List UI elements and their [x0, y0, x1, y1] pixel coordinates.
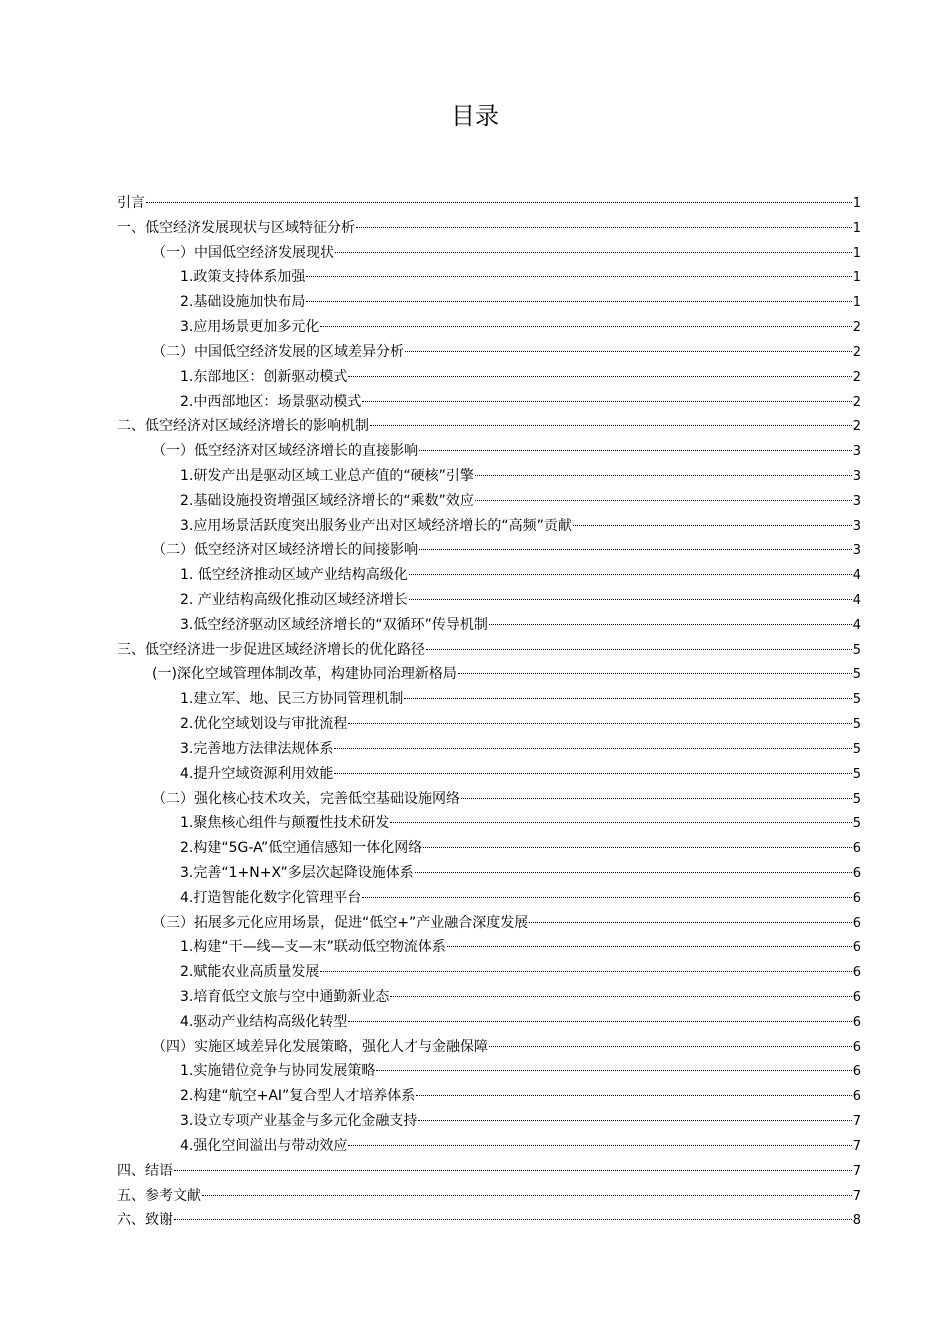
- toc-page-number: 1: [852, 270, 861, 286]
- toc-page-number: 6: [852, 940, 861, 956]
- toc-page-number: 2: [852, 369, 861, 385]
- toc-page-number: 7: [852, 1138, 861, 1154]
- toc-entry-title: 四、结语: [117, 1162, 173, 1179]
- dot-leader: [423, 847, 852, 848]
- dot-leader: [348, 1021, 851, 1022]
- toc-page-number: 3: [852, 518, 861, 534]
- dot-leader: [419, 450, 852, 451]
- toc-entry-title: 五、参考文献: [117, 1187, 201, 1204]
- toc-entry-title: 4.强化空间溢出与带动效应: [180, 1137, 348, 1154]
- dot-leader: [447, 946, 852, 947]
- toc-page-number: 7: [852, 1163, 861, 1179]
- toc-entry[interactable]: [117, 1134, 861, 1159]
- dot-leader: [390, 996, 851, 997]
- toc-entry[interactable]: [117, 191, 861, 216]
- dot-leader: [202, 1195, 852, 1196]
- toc-heading: 目录: [451, 102, 499, 130]
- toc-entry[interactable]: [117, 315, 861, 340]
- toc-entry-title: 1.政策支持体系加强: [180, 269, 306, 286]
- toc-entry[interactable]: [117, 737, 861, 762]
- toc-page-number: 5: [852, 642, 861, 658]
- dot-leader: [405, 351, 852, 352]
- toc-entry[interactable]: [117, 960, 861, 985]
- toc-entry[interactable]: [117, 1010, 861, 1035]
- dot-leader: [404, 698, 851, 699]
- toc-entry-title: 2.构建“5G-A”低空通信感知一体化网络: [180, 840, 423, 857]
- toc-entry-title: (一)深化空域管理体制改革，构建协同治理新格局: [152, 666, 457, 683]
- toc-page-number: 5: [852, 816, 861, 832]
- toc-page-number: 6: [852, 890, 861, 906]
- table-of-contents: [117, 191, 861, 1233]
- toc-entry[interactable]: [117, 1035, 861, 1060]
- dot-leader: [475, 500, 852, 501]
- toc-entry[interactable]: [117, 390, 861, 415]
- toc-entry[interactable]: [117, 787, 861, 812]
- toc-entry[interactable]: [117, 241, 861, 266]
- dot-leader: [489, 1046, 852, 1047]
- dot-leader: [334, 773, 851, 774]
- dot-leader: [356, 227, 852, 228]
- toc-entry[interactable]: [117, 861, 861, 886]
- dot-leader: [362, 897, 851, 898]
- toc-entry[interactable]: [117, 712, 861, 737]
- toc-entry-title: 3.应用场景活跃度突出服务业产出对区域经济增长的“高频”贡献: [180, 517, 572, 534]
- toc-page-number: 4: [852, 593, 861, 608]
- dot-leader: [409, 574, 852, 575]
- toc-page-number: 6: [852, 865, 861, 881]
- toc-entry[interactable]: [117, 265, 861, 290]
- toc-page-number: 3: [852, 493, 861, 509]
- toc-page-number: 6: [852, 915, 861, 931]
- toc-entry-title: 2.基础设施投资增强区域经济增长的“乘数”效应: [180, 492, 474, 509]
- toc-entry[interactable]: [117, 1208, 861, 1233]
- toc-entry[interactable]: [117, 911, 861, 936]
- dot-leader: [348, 376, 851, 377]
- dot-leader: [146, 202, 852, 203]
- toc-entry-title: （二）强化核心技术攻关，完善低空基础设施网络: [152, 790, 460, 807]
- dot-leader: [335, 252, 852, 253]
- toc-entry[interactable]: [117, 340, 861, 365]
- toc-entry-title: 2.基础设施加快布局: [180, 294, 306, 311]
- dot-leader: [419, 549, 852, 550]
- toc-entry-title: 3.设立专项产业基金与多元化金融支持: [180, 1113, 418, 1130]
- dot-leader: [334, 748, 851, 749]
- toc-entry-title: （三）拓展多元化应用场景，促进“低空+”产业融合深度发展: [152, 914, 529, 931]
- toc-page-number: 3: [852, 444, 861, 460]
- toc-page-number: 1: [852, 295, 861, 311]
- toc-entry-title: 六、致谢: [117, 1212, 173, 1229]
- dot-leader: [409, 599, 852, 600]
- dot-leader: [390, 822, 851, 823]
- dot-leader: [529, 922, 851, 923]
- toc-page-number: 4: [852, 617, 861, 633]
- toc-entry[interactable]: [117, 414, 861, 439]
- toc-entry[interactable]: [117, 638, 861, 663]
- toc-entry[interactable]: [117, 1109, 861, 1134]
- toc-entry-title: 2.中西部地区：场景驱动模式: [180, 393, 362, 410]
- toc-entry-title: 2. 产业结构高级化推动区域经济增长: [180, 592, 408, 608]
- toc-entry-title: 1.构建“干—线—支—末”联动低空物流体系: [180, 939, 446, 956]
- toc-entry-title: 1. 低空经济推动区域产业结构高级化: [180, 567, 408, 584]
- toc-entry-title: 1.聚焦核心组件与颠覆性技术研发: [180, 815, 390, 832]
- dot-leader: [573, 525, 852, 526]
- toc-entry-title: （一）低空经济对区域经济增长的直接影响: [152, 443, 418, 460]
- toc-entry-title: （二）低空经济对区域经济增长的间接影响: [152, 542, 418, 559]
- toc-entry-title: 1.东部地区：创新驱动模式: [180, 368, 348, 385]
- toc-page-number: 6: [852, 965, 861, 981]
- toc-page-number: 2: [852, 394, 861, 410]
- toc-entry-title: 3.完善地方法律法规体系: [180, 740, 334, 757]
- toc-page-number: 5: [852, 791, 861, 807]
- toc-page-number: 7: [852, 1188, 861, 1204]
- toc-entry-title: 3.培育低空文旅与空中通勤新业态: [180, 989, 390, 1005]
- toc-entry-title: 2.赋能农业高质量发展: [180, 964, 320, 981]
- toc-page-number: 6: [852, 1014, 861, 1030]
- toc-entry-title: 4.打造智能化数字化管理平台: [180, 889, 362, 906]
- toc-page-number: 6: [852, 841, 861, 857]
- toc-entry[interactable]: [117, 489, 861, 514]
- dot-leader: [376, 1070, 851, 1071]
- toc-page-number: 2: [852, 320, 861, 336]
- toc-entry-title: 二、低空经济对区域经济增长的影响机制: [117, 418, 369, 435]
- toc-entry[interactable]: [117, 290, 861, 315]
- dot-leader: [415, 872, 852, 873]
- dot-leader: [306, 301, 851, 302]
- toc-page-number: 2: [852, 419, 861, 435]
- dot-leader: [348, 723, 851, 724]
- toc-entry[interactable]: [117, 762, 861, 787]
- toc-entry[interactable]: [117, 935, 861, 960]
- dot-leader: [458, 673, 852, 674]
- toc-page-number: 5: [852, 667, 861, 683]
- toc-page-number: 4: [852, 568, 861, 584]
- toc-entry[interactable]: [117, 538, 861, 563]
- toc-entry[interactable]: [117, 1059, 861, 1084]
- dot-leader: [489, 624, 852, 625]
- toc-entry-title: 4.驱动产业结构高级化转型: [180, 1013, 348, 1030]
- toc-page-number: 1: [852, 196, 861, 211]
- toc-page-number: 8: [852, 1213, 861, 1229]
- toc-entry[interactable]: [117, 836, 861, 861]
- toc-page-number: 6: [852, 1064, 861, 1080]
- toc-entry[interactable]: [117, 514, 861, 539]
- toc-entry[interactable]: [117, 886, 861, 911]
- toc-page-number: 3: [852, 468, 861, 484]
- toc-entry[interactable]: [117, 613, 861, 638]
- toc-entry-title: 2.构建“航空+AI”复合型人才培养体系: [180, 1088, 416, 1105]
- toc-page-number: 6: [852, 1089, 861, 1105]
- toc-entry-title: 3.应用场景更加多元化: [180, 319, 320, 336]
- dot-leader: [320, 971, 851, 972]
- toc-page-number: 5: [852, 741, 861, 757]
- dot-leader: [306, 276, 851, 277]
- toc-entry-title: 2.优化空域划设与审批流程: [180, 716, 348, 733]
- dot-leader: [418, 1120, 851, 1121]
- toc-entry-title: 1.实施错位竞争与协同发展策略: [180, 1063, 376, 1080]
- toc-entry-title: 4.提升空域资源利用效能: [180, 765, 334, 782]
- toc-entry[interactable]: [117, 1184, 861, 1209]
- toc-entry[interactable]: [117, 563, 861, 588]
- toc-entry[interactable]: [117, 216, 861, 241]
- toc-entry-title: （一）中国低空经济发展现状: [152, 244, 334, 261]
- dot-leader: [475, 475, 852, 476]
- toc-entry[interactable]: [117, 662, 861, 687]
- toc-page-number: 1: [852, 245, 861, 261]
- toc-entry[interactable]: [117, 811, 861, 836]
- toc-entry-title: 1.建立军、地、民三方协同管理机制: [180, 691, 404, 708]
- toc-entry[interactable]: [117, 464, 861, 489]
- toc-page-number: 6: [852, 1039, 861, 1055]
- toc-entry-title: （四）实施区域差异化发展策略，强化人才与金融保障: [152, 1038, 488, 1055]
- toc-page-number: 5: [852, 766, 861, 782]
- toc-page-number: 2: [852, 344, 861, 360]
- dot-leader: [174, 1170, 852, 1171]
- dot-leader: [348, 1145, 851, 1146]
- toc-page-number: 6: [852, 990, 861, 1005]
- toc-entry[interactable]: [117, 1159, 861, 1184]
- dot-leader: [370, 425, 852, 426]
- toc-entry[interactable]: [117, 1084, 861, 1109]
- toc-entry[interactable]: [117, 687, 861, 712]
- toc-entry[interactable]: [117, 985, 861, 1010]
- toc-entry-title: （二）中国低空经济发展的区域差异分析: [152, 343, 404, 360]
- dot-leader: [320, 326, 851, 327]
- toc-page-number: 1: [852, 220, 861, 236]
- toc-entry-title: 引言: [117, 195, 145, 211]
- toc-page-number: 5: [852, 692, 861, 708]
- toc-entry-title: 一、低空经济发展现状与区域特征分析: [117, 219, 355, 236]
- dot-leader: [426, 649, 852, 650]
- toc-entry-title: 三、低空经济进一步促进区域经济增长的优化路径: [117, 641, 425, 658]
- dot-leader: [416, 1095, 851, 1096]
- toc-page-number: 3: [852, 543, 861, 559]
- dot-leader: [461, 798, 852, 799]
- toc-entry[interactable]: [117, 588, 861, 613]
- toc-page-number: 5: [852, 717, 861, 733]
- dot-leader: [362, 401, 851, 402]
- toc-entry-title: 1.研发产出是驱动区域工业总产值的“硬核”引擎: [180, 467, 474, 484]
- toc-entry[interactable]: [117, 365, 861, 390]
- toc-entry-title: 3.低空经济驱动区域经济增长的“双循环”传导机制: [180, 616, 488, 633]
- toc-page-number: 7: [852, 1114, 861, 1130]
- dot-leader: [174, 1219, 852, 1220]
- toc-entry-title: 3.完善“1+N+X”多层次起降设施体系: [180, 864, 414, 881]
- toc-entry[interactable]: [117, 439, 861, 464]
